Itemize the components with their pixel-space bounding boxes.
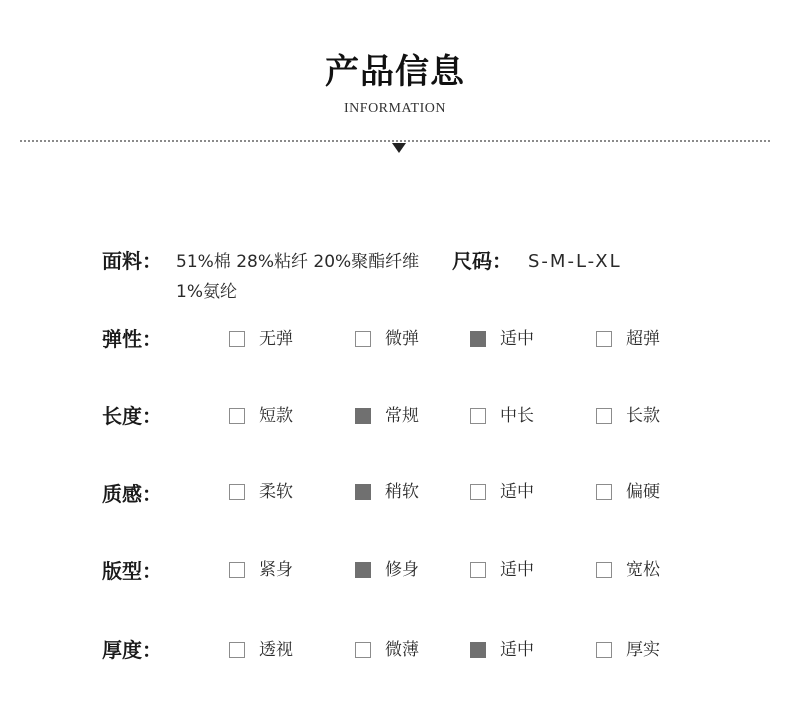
page-title: 产品信息 (325, 52, 465, 92)
checkbox-unchecked (229, 408, 245, 424)
option-texture-1 (355, 480, 419, 504)
option-label: 柔软 (259, 482, 293, 502)
checkbox-unchecked (596, 331, 612, 347)
attribute-label-fit: 版型： (102, 559, 162, 583)
option-label: 紧身 (259, 560, 293, 580)
option-label: 微弹 (385, 329, 419, 349)
checkbox-unchecked (470, 408, 486, 424)
option-elasticity-1 (355, 327, 419, 351)
option-label: 透视 (259, 640, 293, 660)
size-value: S-M-L-XL (528, 251, 622, 272)
option-label: 修身 (385, 560, 419, 580)
checkbox-unchecked (596, 562, 612, 578)
checkbox-unchecked (470, 484, 486, 500)
option-label: 中长 (500, 406, 534, 426)
checkbox-checked (355, 484, 371, 500)
option-length-1 (355, 404, 419, 428)
option-label: 短款 (259, 406, 293, 426)
checkbox-unchecked (470, 562, 486, 578)
option-texture-2 (470, 480, 534, 504)
attribute-label-elasticity: 弹性： (102, 327, 162, 351)
option-length-3 (596, 404, 660, 428)
material-value-line1: 51%棉 28%粘纤 20%聚酯纤维 (176, 252, 420, 272)
checkbox-unchecked (596, 642, 612, 658)
option-elasticity-2 (470, 327, 534, 351)
option-label: 适中 (500, 640, 534, 660)
option-texture-0 (229, 480, 293, 504)
checkbox-unchecked (596, 408, 612, 424)
down-arrow-icon (392, 143, 406, 153)
option-label: 微薄 (385, 640, 419, 660)
attribute-label-length: 长度： (102, 404, 162, 428)
dotted-divider (20, 140, 770, 142)
checkbox-checked (470, 331, 486, 347)
option-label: 无弹 (259, 329, 293, 349)
option-fit-0 (229, 558, 293, 582)
option-length-0 (229, 404, 293, 428)
option-thickness-0 (229, 638, 293, 662)
option-length-2 (470, 404, 534, 428)
option-fit-3 (596, 558, 660, 582)
option-elasticity-3 (596, 327, 660, 351)
option-label: 偏硬 (626, 482, 660, 502)
attribute-label-texture: 质感： (102, 482, 162, 506)
attribute-label-thickness: 厚度： (102, 638, 162, 662)
option-label: 宽松 (626, 560, 660, 580)
checkbox-checked (470, 642, 486, 658)
checkbox-checked (355, 562, 371, 578)
option-label: 超弹 (626, 329, 660, 349)
option-label: 常规 (385, 406, 419, 426)
page-subtitle: INFORMATION (344, 101, 446, 116)
option-label: 稍软 (385, 482, 419, 502)
option-thickness-2 (470, 638, 534, 662)
checkbox-unchecked (229, 484, 245, 500)
material-label: 面料： (102, 249, 162, 273)
option-label: 适中 (500, 560, 534, 580)
checkbox-unchecked (355, 331, 371, 347)
option-label: 长款 (626, 406, 660, 426)
material-value-line2: 1%氨纶 (176, 282, 237, 302)
option-elasticity-0 (229, 327, 293, 351)
checkbox-unchecked (229, 331, 245, 347)
checkbox-unchecked (229, 642, 245, 658)
checkbox-checked (355, 408, 371, 424)
option-label: 适中 (500, 482, 534, 502)
option-label: 厚实 (626, 640, 660, 660)
option-fit-2 (470, 558, 534, 582)
option-texture-3 (596, 480, 660, 504)
checkbox-unchecked (355, 642, 371, 658)
checkbox-unchecked (229, 562, 245, 578)
option-fit-1 (355, 558, 419, 582)
option-label: 适中 (500, 329, 534, 349)
size-label: 尺码： (452, 249, 512, 273)
option-thickness-1 (355, 638, 419, 662)
checkbox-unchecked (596, 484, 612, 500)
option-thickness-3 (596, 638, 660, 662)
